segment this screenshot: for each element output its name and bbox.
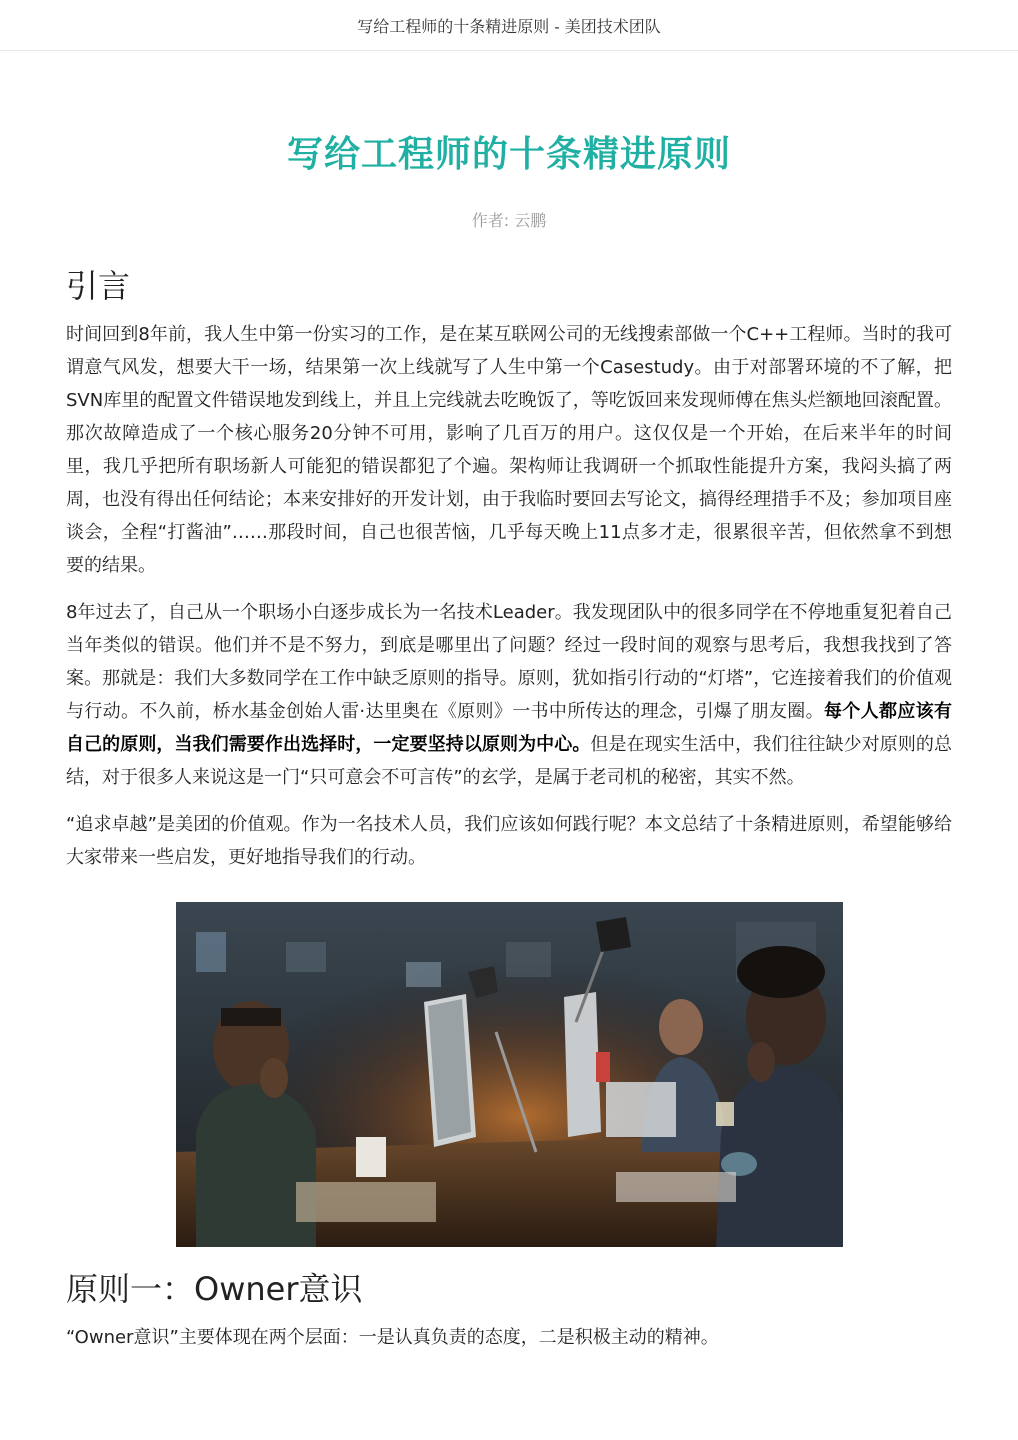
- intro-paragraph-1: 时间回到8年前，我人生中第一份实习的工作，是在某互联网公司的无线搜索部做一个C++工程师。当时的我可谓意气风发，想要大干一场，结果第一次上线就写了人生中第一个Casestudy。由于对部署环境的不了解，把SVN库里的配置文件错误地发到线上，并且上完线就去吃晚饭了，等吃饭回来发现师傅在焦头烂额地回滚配置。那次故障造成了一个核心服务20分钟不可用，影响了几百万的用户。这仅仅是一个开始，在后来半年的时间里，我几乎把所有职场新人可能犯的错误都犯了个遍。架构师让我调研一个抓取性能提升方案，我闷头搞了两周，也没有得出任何结论；本来安排好的开发计划，由于我临时要回去写论文，搞得经理措手不及；参加项目座谈会，全程“打酱油”……那段时间，自己也很苦恼，几乎每天晚上11点多才走，很累很辛苦，但依然拿不到想要的结果。: [66, 324, 952, 576]
- article-title: 写给工程师的十条精进原则: [286, 134, 731, 175]
- intro-paragraph-2: [66, 596, 952, 794]
- intro-paragraph-2-emphasis: 每个人都应该有自己的原则，当我们需要作出选择时，一定要坚持以原则为中心。: [66, 701, 953, 755]
- principle-one-paragraph-1: “Owner意识”主要体现在两个层面：一是认真负责的态度，二是积极主动的精神。: [66, 1327, 719, 1348]
- running-header: [0, 0, 1018, 51]
- section-heading-intro: 引言: [66, 267, 131, 305]
- author-line: 作者: 云鹏: [471, 211, 547, 230]
- section-heading-principle-one: 原则一：Owner意识: [66, 1270, 363, 1308]
- running-header-title: 写给工程师的十条精进原则 - 美团技术团队: [357, 16, 661, 36]
- intro-paragraph-2-lead: 8年过去了，自己从一个职场小白逐步成长为一名技术Leader。我发现团队中的很多同学在不停地重复犯着自己当年类似的错误。他们并不是不努力，到底是哪里出了问题？经过一段时间的观察与思考后，我想我找到了答案。那就是：我们大多数同学在工作中缺乏原则的指导。原则，犹如指引行动的“灯塔”，它连接着我们的价值观与行动。不久前，桥水基金创始人雷·达里奥在《原则》一书中所传达的理念，引爆了朋友圈。: [66, 602, 952, 722]
- intro-paragraph-2-tail: 但是在现实生活中，我们往往缺少对原则的总结，对于很多人来说这是一门“只可意会不可言传”的玄学，是属于老司机的秘密，其实不然。: [66, 734, 953, 788]
- intro-paragraph-3: “追求卓越”是美团的价值观。作为一名技术人员，我们应该如何践行呢？本文总结了十条精进原则，希望能够给大家带来一些启发，更好地指导我们的行动。: [66, 814, 952, 868]
- office-engineers-photo: [176, 902, 843, 1247]
- article-body: [66, 262, 952, 1354]
